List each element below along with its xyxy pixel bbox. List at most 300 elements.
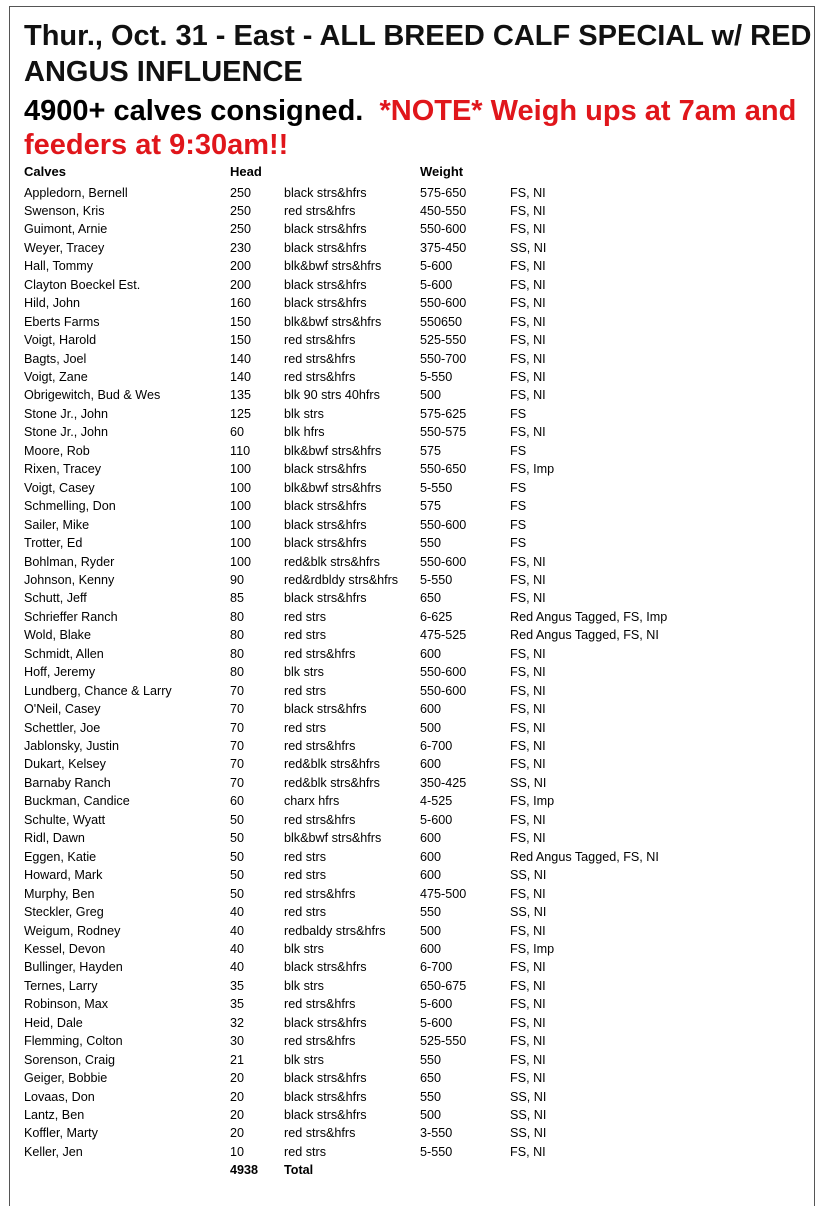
weight-cell: 600: [420, 941, 442, 956]
head-cell: 250: [230, 185, 252, 200]
notes-cell: FS, NI: [510, 960, 546, 975]
weight-cell: 5-550: [420, 370, 453, 384]
notes-cell: FS, NI: [510, 572, 546, 587]
notes-cell: SS, NI: [510, 1108, 547, 1122]
notes-cell: FS, NI: [510, 757, 546, 772]
calves-cell: Lundberg, Chance & Larry: [24, 683, 172, 698]
calves-cell: Swenson, Kris: [24, 203, 105, 218]
notes-cell: FS, Imp: [510, 462, 555, 477]
head-cell: 90: [230, 572, 245, 587]
type-cell: black strs&hfrs: [284, 296, 367, 311]
head-cell: 60: [230, 794, 245, 809]
type-cell: black strs&hfrs: [284, 240, 367, 255]
weight-cell: 500: [420, 1108, 442, 1122]
type-cell: blk&bwf strs&hfrs: [284, 314, 382, 329]
notes-cell: FS, NI: [510, 812, 546, 827]
type-cell: red strs&hfrs: [284, 1126, 356, 1141]
type-cell: black strs&hfrs: [284, 1015, 367, 1030]
type-cell: red strs: [284, 905, 326, 920]
calves-cell: Murphy, Ben: [24, 886, 95, 901]
notes-cell: FS, NI: [510, 591, 546, 606]
weight-cell: 575: [420, 499, 442, 514]
head-cell: 100: [230, 480, 252, 495]
weight-cell: 3-550: [420, 1126, 453, 1141]
table-row: [0, 591, 827, 610]
table-row: [0, 462, 827, 481]
table-row: [0, 1126, 827, 1145]
weight-cell: 550-600: [420, 296, 467, 311]
type-cell: black strs&hfrs: [284, 591, 367, 606]
head-cell: 40: [230, 941, 245, 956]
calves-cell: Rixen, Tracey: [24, 462, 101, 477]
calves-cell: Schulte, Wyatt: [24, 812, 106, 827]
head-cell: 100: [230, 554, 252, 569]
notes-cell: FS, NI: [510, 665, 546, 680]
type-cell: red strs&hfrs: [284, 886, 356, 901]
calves-cell: Eggen, Katie: [24, 849, 97, 864]
notes-cell: FS, NI: [510, 259, 546, 274]
head-cell: 50: [230, 849, 245, 864]
notes-cell: Red Angus Tagged, FS, NI: [510, 628, 659, 643]
table-row: [0, 370, 827, 389]
weight-cell: 5-550: [420, 480, 453, 495]
calves-cell: Ternes, Larry: [24, 978, 98, 993]
calves-cell: Clayton Boeckel Est.: [24, 277, 141, 292]
total-label: Total: [284, 1163, 314, 1178]
calves-cell: Bullinger, Hayden: [24, 960, 123, 975]
table-row: [0, 333, 827, 352]
table-row: [0, 997, 827, 1016]
notes-cell: FS, NI: [510, 333, 546, 348]
weight-cell: 525-550: [420, 333, 467, 348]
type-cell: red&blk strs&hfrs: [284, 775, 380, 790]
head-cell: 200: [230, 259, 252, 274]
weight-cell: 550-650: [420, 462, 467, 477]
head-cell: 140: [230, 370, 252, 384]
weight-cell: 450-550: [420, 203, 467, 218]
head-cell: 20: [230, 1089, 245, 1104]
calves-cell: Voigt, Harold: [24, 333, 97, 348]
page-title: Thur., Oct. 31 - East - ALL BREED CALF SPECIAL w/ RED ANGUS INFLUENCE: [24, 20, 812, 88]
table-row: [0, 555, 827, 574]
table-row: [0, 868, 827, 887]
notes-cell: FS, NI: [510, 720, 546, 735]
head-cell: 60: [230, 425, 245, 440]
type-cell: red strs: [284, 609, 326, 624]
column-header-head: Head: [230, 164, 262, 179]
calves-cell: Jablonsky, Justin: [24, 739, 119, 753]
calves-cell: Trotter, Ed: [24, 536, 83, 551]
weight-cell: 475-525: [420, 628, 467, 643]
calves-cell: Bagts, Joel: [24, 351, 87, 366]
notes-cell: SS, NI: [510, 905, 547, 920]
calves-cell: Schmidt, Allen: [24, 646, 104, 661]
weight-cell: 600: [420, 849, 442, 864]
type-cell: black strs&hfrs: [284, 536, 367, 551]
table-row: [0, 222, 827, 241]
head-cell: 50: [230, 886, 245, 901]
table-row: [0, 1108, 827, 1127]
calves-cell: Sorenson, Craig: [24, 1052, 116, 1067]
head-cell: 35: [230, 978, 245, 993]
head-cell: 250: [230, 222, 252, 237]
type-cell: black strs&hfrs: [284, 1071, 367, 1086]
type-cell: red&rdbldy strs&hfrs: [284, 572, 399, 587]
table-row: [0, 204, 827, 223]
table-row: [0, 887, 827, 906]
type-cell: black strs&hfrs: [284, 1108, 367, 1122]
calves-cell: Wold, Blake: [24, 628, 91, 643]
weight-cell: 5-550: [420, 572, 453, 587]
table-row: [0, 1053, 827, 1072]
calves-cell: Johnson, Kenny: [24, 572, 115, 587]
type-cell: black strs&hfrs: [284, 517, 367, 532]
calves-cell: Weyer, Tracey: [24, 240, 105, 255]
weight-cell: 550: [420, 536, 442, 551]
calves-cell: Koffler, Marty: [24, 1126, 98, 1141]
calves-cell: Schutt, Jeff: [24, 591, 87, 606]
calves-cell: Sailer, Mike: [24, 517, 90, 532]
type-cell: blk&bwf strs&hfrs: [284, 259, 382, 274]
calves-cell: Guimont, Arnie: [24, 222, 108, 237]
type-cell: red strs&hfrs: [284, 333, 356, 348]
weight-cell: 6-625: [420, 609, 453, 624]
calves-cell: Lantz, Ben: [24, 1108, 85, 1122]
notes-cell: FS: [510, 499, 527, 514]
notes-cell: Red Angus Tagged, FS, NI: [510, 849, 659, 864]
notes-cell: FS, NI: [510, 388, 546, 403]
type-cell: black strs&hfrs: [284, 1089, 367, 1104]
calves-cell: Schettler, Joe: [24, 720, 101, 735]
notes-cell: Red Angus Tagged, FS, Imp: [510, 609, 668, 624]
table-row: [0, 186, 827, 205]
calves-cell: Hild, John: [24, 296, 81, 311]
calves-cell: Ridl, Dawn: [24, 831, 85, 846]
head-cell: 21: [230, 1052, 245, 1067]
notes-cell: FS: [510, 536, 527, 551]
weight-cell: 500: [420, 720, 442, 735]
table-row: [0, 518, 827, 537]
head-cell: 70: [230, 775, 245, 790]
notes-cell: FS, NI: [510, 296, 546, 311]
notes-cell: FS, NI: [510, 554, 546, 569]
notes-cell: FS, NI: [510, 831, 546, 846]
table-row: [0, 776, 827, 795]
calves-cell: Schrieffer Ranch: [24, 609, 118, 624]
head-cell: 80: [230, 609, 245, 624]
type-cell: red strs&hfrs: [284, 812, 356, 827]
head-cell: 230: [230, 240, 252, 255]
notes-cell: FS, NI: [510, 314, 546, 329]
head-cell: 100: [230, 517, 252, 532]
head-cell: 85: [230, 591, 245, 606]
table-row: [0, 831, 827, 850]
weight-cell: 525-550: [420, 1034, 467, 1049]
column-header-calves: Calves: [24, 164, 66, 179]
weight-cell: 600: [420, 757, 442, 772]
table-row: [0, 315, 827, 334]
weight-cell: 5-550: [420, 1144, 453, 1159]
weight-cell: 6-700: [420, 960, 453, 975]
type-cell: blk&bwf strs&hfrs: [284, 831, 382, 846]
notes-cell: FS, NI: [510, 702, 546, 717]
notes-cell: FS, NI: [510, 646, 546, 661]
weight-cell: 5-600: [420, 812, 453, 827]
head-cell: 50: [230, 812, 245, 827]
weight-cell: 4-525: [420, 794, 453, 809]
weight-cell: 550-600: [420, 222, 467, 237]
consignment-note: 4900+ calves consigned.: [24, 95, 364, 127]
weight-cell: 575: [420, 443, 442, 458]
weight-cell: 350-425: [420, 775, 467, 790]
head-cell: 100: [230, 462, 252, 477]
weight-cell: 550-575: [420, 425, 467, 440]
calves-cell: Voigt, Zane: [24, 370, 88, 384]
head-cell: 70: [230, 739, 245, 753]
table-row: [0, 1145, 827, 1164]
calves-cell: Heid, Dale: [24, 1015, 83, 1030]
type-cell: red strs: [284, 1144, 326, 1159]
table-row: [0, 850, 827, 869]
type-cell: red strs: [284, 628, 326, 643]
type-cell: charx hfrs: [284, 794, 340, 809]
weight-cell: 375-450: [420, 240, 467, 255]
table-row: [0, 241, 827, 260]
table-row: [0, 628, 827, 647]
table-row: [0, 794, 827, 813]
head-cell: 50: [230, 868, 245, 883]
table-row: [0, 739, 827, 758]
head-cell: 50: [230, 831, 245, 846]
table-row: [0, 924, 827, 943]
notes-cell: FS, NI: [510, 1052, 546, 1067]
type-cell: red&blk strs&hfrs: [284, 554, 380, 569]
weight-cell: 650: [420, 1071, 442, 1086]
table-row: [0, 481, 827, 500]
calves-cell: Moore, Rob: [24, 443, 90, 458]
type-cell: red strs&hfrs: [284, 370, 356, 384]
weight-cell: 550-600: [420, 517, 467, 532]
type-cell: redbaldy strs&hfrs: [284, 923, 386, 938]
type-cell: red strs&hfrs: [284, 1034, 356, 1049]
calves-cell: Schmelling, Don: [24, 499, 116, 514]
calves-cell: Barnaby Ranch: [24, 775, 111, 790]
type-cell: blk strs: [284, 665, 324, 680]
calves-cell: Voigt, Casey: [24, 480, 95, 495]
weight-cell: 5-600: [420, 1015, 453, 1030]
type-cell: black strs&hfrs: [284, 702, 367, 717]
head-cell: 32: [230, 1015, 245, 1030]
table-row: [0, 647, 827, 666]
notes-cell: FS, NI: [510, 997, 546, 1012]
column-header-weight: Weight: [420, 164, 464, 179]
type-cell: black strs&hfrs: [284, 960, 367, 975]
type-cell: blk strs: [284, 406, 324, 421]
weight-cell: 550: [420, 905, 442, 920]
weight-cell: 550-600: [420, 683, 467, 698]
type-cell: blk&bwf strs&hfrs: [284, 480, 382, 495]
calves-cell: Stone Jr., John: [24, 406, 109, 421]
table-row: [0, 813, 827, 832]
calves-cell: Weigum, Rodney: [24, 923, 121, 938]
notes-cell: FS, NI: [510, 277, 546, 292]
calves-cell: Buckman, Candice: [24, 794, 130, 809]
notes-cell: FS, NI: [510, 978, 546, 993]
weight-cell: 6-700: [420, 739, 453, 753]
notes-cell: FS, NI: [510, 1015, 546, 1030]
calves-cell: Eberts Farms: [24, 314, 100, 329]
head-cell: 125: [230, 406, 252, 421]
table-row: [0, 259, 827, 278]
type-cell: blk strs: [284, 978, 324, 993]
type-cell: blk strs: [284, 1052, 324, 1067]
table-row: [0, 499, 827, 518]
notes-cell: FS: [510, 443, 527, 458]
head-cell: 80: [230, 628, 245, 643]
table-row: [0, 1071, 827, 1090]
weight-cell: 575-650: [420, 185, 467, 200]
head-cell: 70: [230, 720, 245, 735]
head-cell: 200: [230, 277, 252, 292]
weight-cell: 550-600: [420, 665, 467, 680]
calves-cell: Dukart, Kelsey: [24, 757, 106, 772]
head-cell: 150: [230, 333, 252, 348]
notes-cell: FS, NI: [510, 222, 546, 237]
calves-cell: Lovaas, Don: [24, 1089, 95, 1104]
head-cell: 40: [230, 905, 245, 920]
type-cell: red strs&hfrs: [284, 351, 356, 366]
notes-cell: FS: [510, 406, 527, 421]
head-cell: 110: [230, 443, 251, 458]
notes-cell: FS, NI: [510, 203, 546, 218]
table-row: [0, 407, 827, 426]
table-row: [0, 444, 827, 463]
head-cell: 70: [230, 683, 245, 698]
calves-cell: Appledorn, Bernell: [24, 185, 128, 200]
table-row: [0, 757, 827, 776]
weight-cell: 550-700: [420, 351, 467, 366]
notes-cell: FS, NI: [510, 1071, 546, 1086]
page-subtitle: [24, 94, 814, 162]
notes-cell: FS, NI: [510, 923, 546, 938]
head-cell: 40: [230, 960, 245, 975]
table-header: [0, 164, 827, 182]
type-cell: red strs&hfrs: [284, 203, 356, 218]
table-row: [0, 1090, 827, 1109]
notes-cell: SS, NI: [510, 1089, 547, 1104]
head-cell: 70: [230, 757, 245, 772]
type-cell: blk strs: [284, 941, 324, 956]
type-cell: blk hfrs: [284, 425, 325, 440]
head-cell: 30: [230, 1034, 245, 1049]
type-cell: black strs&hfrs: [284, 277, 367, 292]
weight-cell: 5-600: [420, 259, 453, 274]
total-head: 4938: [230, 1163, 259, 1178]
calves-cell: Obrigewitch, Bud & Wes: [24, 388, 161, 403]
notes-cell: FS, NI: [510, 185, 546, 200]
table-row: [0, 278, 827, 297]
head-cell: 100: [230, 499, 252, 514]
weight-cell: 600: [420, 646, 442, 661]
head-cell: 160: [230, 296, 252, 311]
notes-cell: FS: [510, 517, 527, 532]
weight-cell: 5-600: [420, 997, 453, 1012]
head-cell: 20: [230, 1071, 245, 1086]
notes-cell: SS, NI: [510, 1126, 547, 1141]
weight-cell: 475-500: [420, 886, 467, 901]
weight-cell: 575-625: [420, 406, 467, 421]
calves-cell: Bohlman, Ryder: [24, 554, 115, 569]
notes-cell: FS, NI: [510, 1034, 546, 1049]
type-cell: red strs: [284, 849, 326, 864]
head-cell: 40: [230, 923, 245, 938]
table-row: [0, 1034, 827, 1053]
notes-cell: FS, NI: [510, 425, 546, 440]
type-cell: red strs&hfrs: [284, 997, 356, 1012]
weight-cell: 600: [420, 702, 442, 717]
table-row: [0, 425, 827, 444]
notes-cell: FS: [510, 480, 527, 495]
calves-cell: Steckler, Greg: [24, 905, 104, 920]
head-cell: 20: [230, 1108, 245, 1122]
notes-cell: SS, NI: [510, 240, 547, 255]
weight-cell: 500: [420, 388, 442, 403]
table-row: [0, 665, 827, 684]
type-cell: black strs&hfrs: [284, 222, 367, 237]
type-cell: red strs: [284, 683, 326, 698]
table-row: [0, 942, 827, 961]
table-row: [0, 905, 827, 924]
calves-cell: O'Neil, Casey: [24, 702, 101, 717]
table-row: [0, 1016, 827, 1035]
table-row: [0, 352, 827, 371]
calves-cell: Flemming, Colton: [24, 1034, 123, 1049]
head-cell: 250: [230, 203, 252, 218]
table-row: [0, 721, 827, 740]
weight-cell: 650: [420, 591, 442, 606]
weight-cell: 550: [420, 1052, 442, 1067]
notes-cell: FS, NI: [510, 886, 546, 901]
table-row: [0, 979, 827, 998]
notes-cell: SS, NI: [510, 868, 547, 883]
type-cell: blk&bwf strs&hfrs: [284, 443, 382, 458]
calves-cell: Stone Jr., John: [24, 425, 109, 440]
calves-cell: Keller, Jen: [24, 1144, 83, 1159]
head-cell: 140: [230, 351, 252, 366]
table-row: [0, 296, 827, 315]
weight-cell: 5-600: [420, 277, 453, 292]
head-cell: 80: [230, 665, 245, 680]
type-cell: blk 90 strs 40hfrs: [284, 388, 380, 403]
head-cell: 80: [230, 646, 245, 661]
type-cell: red strs: [284, 868, 326, 883]
weight-cell: 550: [420, 1089, 442, 1104]
notes-cell: FS, NI: [510, 1144, 546, 1159]
head-cell: 100: [230, 536, 252, 551]
notes-cell: SS, NI: [510, 775, 547, 790]
notes-cell: FS, NI: [510, 351, 546, 366]
type-cell: red&blk strs&hfrs: [284, 757, 380, 772]
notes-cell: FS, NI: [510, 739, 546, 753]
weight-cell: 650-675: [420, 978, 467, 993]
calves-cell: Howard, Mark: [24, 868, 103, 883]
type-cell: red strs: [284, 720, 326, 735]
weight-cell: 550-600: [420, 554, 467, 569]
head-cell: 135: [230, 388, 252, 403]
type-cell: red strs&hfrs: [284, 646, 356, 661]
weight-cell: 550650: [420, 314, 463, 329]
table-row: [0, 573, 827, 592]
